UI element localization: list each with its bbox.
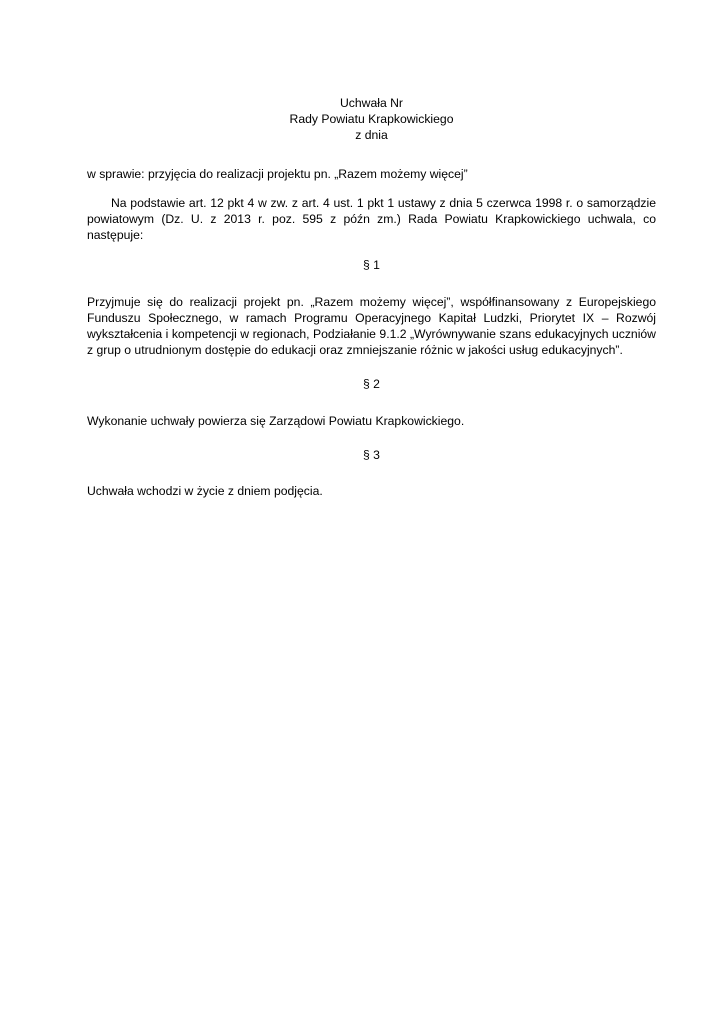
section-1-mark: § 1 [363, 258, 380, 273]
section-2-text: Wykonanie uchwały powierza się Zarządowi Powiatu Krapkowickiego. [87, 413, 465, 428]
council-name: Rady Powiatu Krapkowickiego [289, 112, 454, 127]
document-content [87, 95, 656, 517]
section-3-text: Uchwała wchodzi w życie z dniem podjęcia. [87, 484, 323, 499]
resolution-date: z dnia [355, 128, 388, 143]
section-1-text: Przyjmuje się do realizacji projekt pn. „Razem możemy więcej”, współfinansowany z Europejskiego Funduszu Społecznego, w ramach Programu Operacyjnego Kapitał Ludzki, Priorytet IX – Rozwój wykształcenia i kompetencji w regionach, Podziałanie 9.1.2 „Wyrównywanie szans edukacyjnych uczniów z grup o utrudnionym dostępie do edukacji oraz zmniejszanie różnic w jakości usług edukacyjnych”. [87, 294, 656, 358]
section-3-mark: § 3 [363, 447, 380, 462]
section-2-mark: § 2 [363, 377, 380, 392]
resolution-header [87, 95, 656, 144]
resolution-number: Uchwała Nr [340, 96, 403, 110]
legal-basis-paragraph: Na podstawie art. 12 pkt 4 w zw. z art. 4 ust. 1 pkt 1 ustawy z dnia 5 czerwca 1998 r. o samorządzie powiatowym (Dz. U. z 2013 r. poz. 595 z późn zm.) Rada Powiatu Krapkowickiego uchwala, co następuje: [87, 195, 656, 243]
resolution-subject: w sprawie: przyjęcia do realizacji projektu pn. „Razem możemy więcej” [87, 166, 468, 181]
